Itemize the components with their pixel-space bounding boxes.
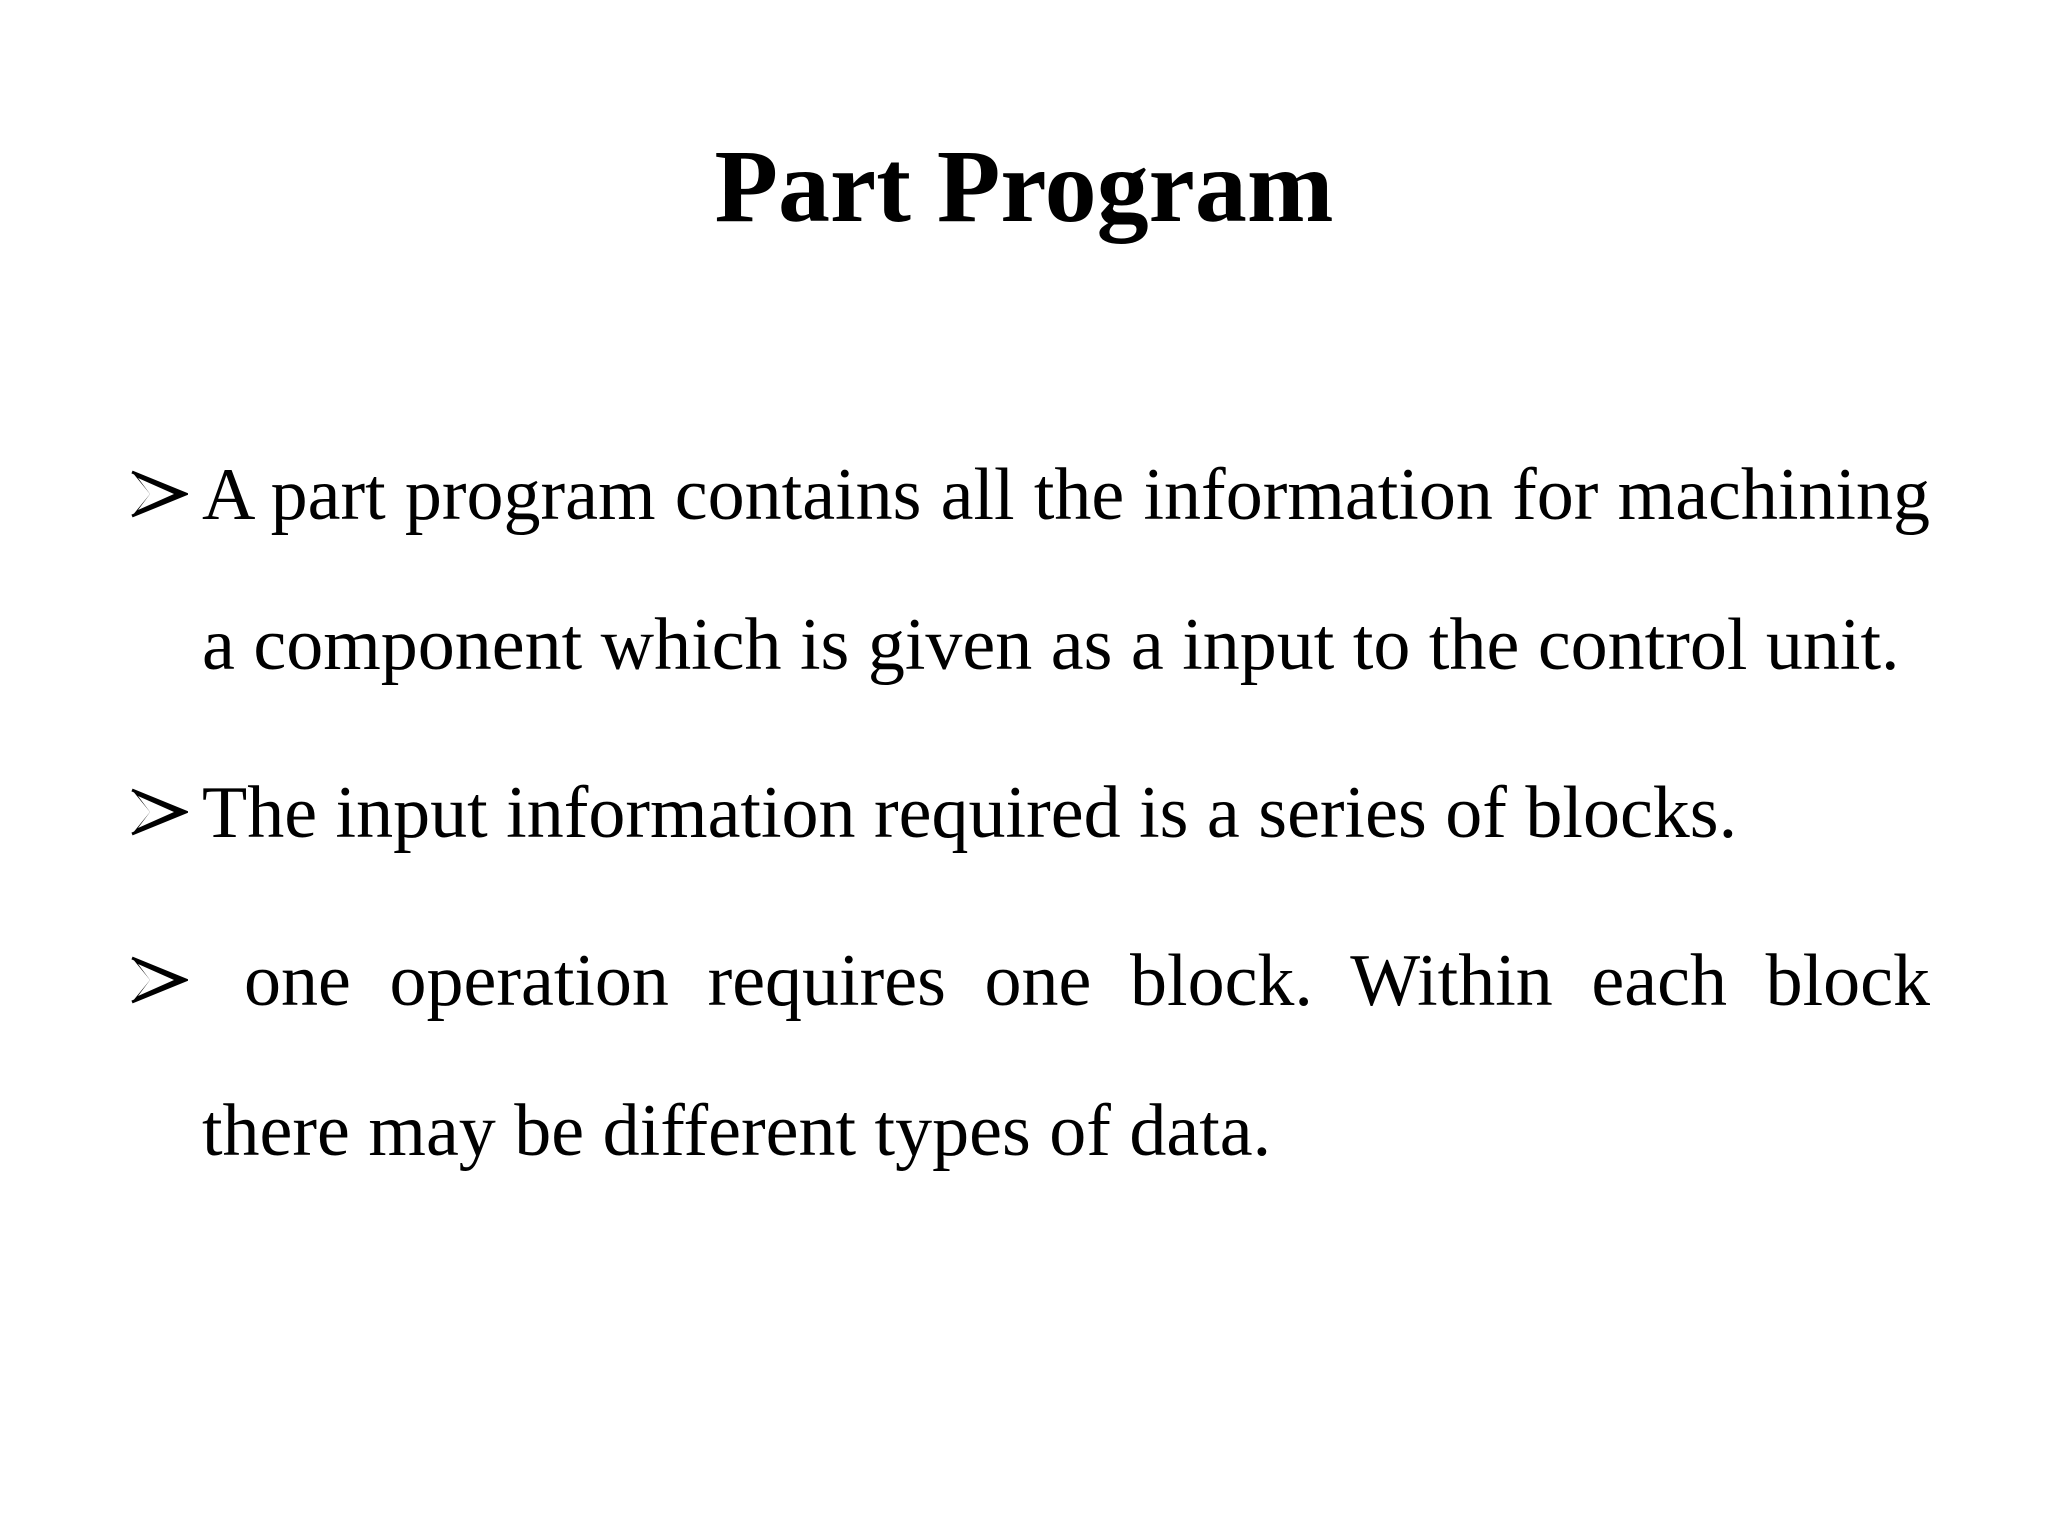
arrowhead-bullet-icon	[130, 954, 188, 1006]
slide-title: Part Program	[714, 129, 1334, 244]
bullet-text: one operation requires one block. Within each block there may be different types of data.	[202, 940, 1930, 1172]
bullet-list	[130, 420, 1930, 1224]
arrowhead-bullet-icon	[130, 786, 188, 838]
bullet-item	[130, 906, 1930, 1206]
bullet-text: A part program contains all the information for machining a component which is given as a input to the control unit.	[202, 454, 1930, 686]
arrowhead-bullet-icon	[130, 468, 188, 520]
bullet-text: The input information required is a series of blocks.	[202, 772, 1738, 854]
bullet-item	[130, 738, 1930, 888]
bullet-item	[130, 420, 1930, 720]
